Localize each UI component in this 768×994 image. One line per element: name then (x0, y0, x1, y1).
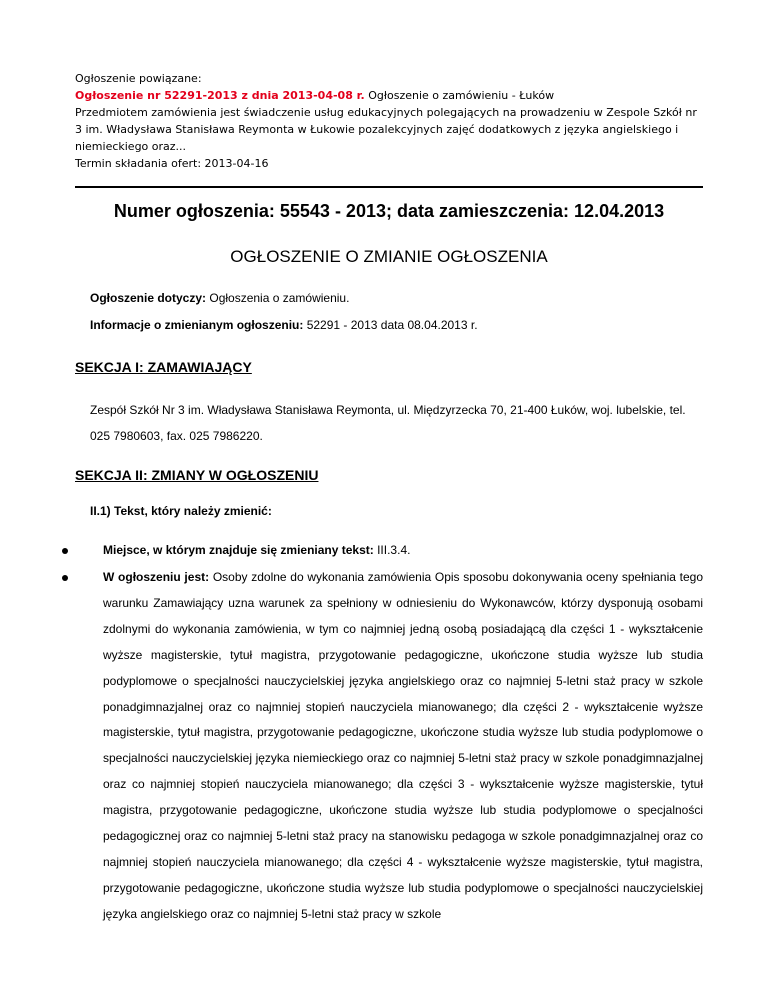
related-notice-link[interactable]: Ogłoszenie nr 52291-2013 z dnia 2013-04-08 r. (75, 89, 365, 102)
item-value: Osoby zdolne do wykonania zamówienia Opis sposobu dokonywania oceny spełniania tego warunku Zamawiający uzna warunek za spełniony w odniesieniu do Wykonawców, którzy dysponują osobami zdolnymi do wykonania zamówienia, w tym co najmniej jedną osobą posiadającą dla części 1 - wykształcenie wyższe magisterskie, tytuł magistra, przygotowanie pedagogiczne, ukończone studia wyższe lub studia podyplomowe o specjalności nauczycielskiej języka angielskiego oraz co najmniej 5-letni staż pracy w szkole ponadgimnazjalnej oraz co najmniej stopień nauczyciela mianowanego; dla części 2 - wykształcenie wyższe magisterskie, tytuł magistra, przygotowanie pedagogiczne, ukończone studia wyższe lub studia podyplomowe o specjalności nauczycielskiej języka niemieckiego oraz co najmniej 5-letni staż pracy w szkole ponadgimnazjalnej oraz co najmniej stopień nauczyciela mianowanego; dla części 3 - wykształcenie wyższe magisterskie, tytuł magistra, przygotowanie pedagogiczne, ukończone studia wyższe lub studia podyplomowe o specjalności pedagogicznej oraz co najmniej 5-letni staż pracy na stanowisku pedagoga w szkole ponadgimnazjalnej oraz co najmniej stopień nauczyciela mianowanego; dla części 4 - wykształcenie wyższe magisterskie, tytuł magistra, przygotowanie pedagogiczne, ukończone studia wyższe lub studia podyplomowe o specjalności nauczycielskiej języka angielskiego oraz co najmniej 5-letni staż pracy w szkole (103, 570, 703, 921)
info-zmieniany-value: 52291 - 2013 data 08.04.2013 r. (303, 318, 478, 332)
item-label: W ogłoszeniu jest: (103, 570, 210, 584)
related-line (75, 87, 700, 104)
info-dotyczy-value: Ogłoszenia o zamówieniu. (206, 291, 350, 305)
info-dotyczy (90, 290, 349, 306)
section-1-heading: SEKCJA I: ZAMAWIAJĄCY (75, 359, 252, 375)
related-description: Przedmiotem zamówienia jest świadczenie usług edukacyjnych polegających na prowadzeniu w Zespole Szkół nr 3 im. Władysława Stanisława Reymonta w Łukowie pozalekcyjnych zajęć dodatkowych z języka angielskiego i niemieckiego oraz... (75, 106, 697, 153)
related-link-suffix: Ogłoszenie o zamówieniu - Łuków (364, 89, 555, 102)
related-heading: Ogłoszenie powiązane: (75, 72, 202, 85)
section-1-address: Zespół Szkół Nr 3 im. Władysława Stanisława Reymonta, ul. Międzyrzecka 70, 21-400 Łuków, woj. lubelskie, tel. 025 7980603, fax. 025 7986220. (90, 403, 686, 443)
notice-number-heading: Numer ogłoszenia: 55543 - 2013; data zamieszczenia: 12.04.2013 (113, 201, 665, 221)
related-deadline: Termin składania ofert: 2013-04-16 (75, 157, 269, 170)
info-dotyczy-label: Ogłoszenie dotyczy: (90, 291, 207, 305)
related-notice (75, 70, 700, 172)
horizontal-rule (75, 186, 703, 188)
list-item (103, 565, 703, 928)
bullet-icon (62, 575, 68, 581)
list-item (103, 538, 703, 564)
info-zmieniany (90, 317, 478, 333)
item-value: III.3.4. (373, 543, 411, 557)
section-2-heading: SEKCJA II: ZMIANY W OGŁOSZENIU (75, 467, 319, 483)
notice-title: OGŁOSZENIE O ZMIANIE OGŁOSZENIA (230, 247, 548, 266)
bullet-icon (62, 548, 68, 554)
info-zmieniany-label: Informacje o zmienianym ogłoszeniu: (90, 318, 304, 332)
section-2-subheading: II.1) Tekst, który należy zmienić: (90, 504, 272, 518)
item-label: Miejsce, w którym znajduje się zmieniany tekst: (103, 543, 374, 557)
